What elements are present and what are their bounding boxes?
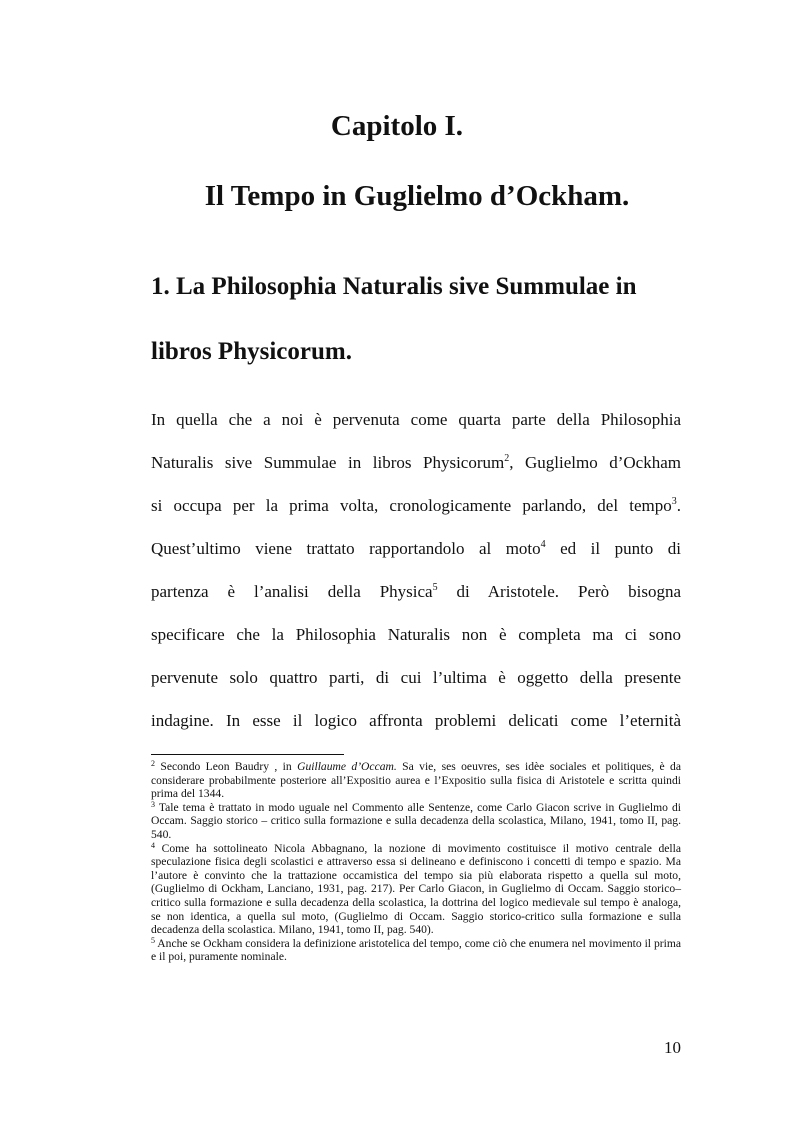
footnote-number: 3 [151, 799, 155, 809]
footnote-3 [151, 801, 681, 842]
section-heading-line-1: 1. La Philosophia Naturalis sive Summulae in [151, 273, 637, 300]
footnote-number: 5 [151, 935, 155, 945]
body-line-2 [151, 453, 681, 473]
footnote-ref-5: 5 [432, 582, 438, 593]
footnote-text: Secondo Leon Baudry , in [155, 760, 298, 773]
footnote-number: 4 [151, 840, 155, 850]
footnote-book-title: Guillaume d’Occam. [297, 760, 397, 773]
page-number: 10 [664, 1038, 681, 1057]
footnote-5 [151, 937, 681, 964]
footnote-ref-3: 3 [671, 496, 677, 507]
footnote-text: Come ha sottolineato Nicola Abbagnano, la nozione di movimento costituisce il motivo centrale della speculazione fisica degli scolastici e attraverso essa si delineano e definiscono i concetti di tempo e spazio. Ma l’autore è convinto che la trattazione occamistica del tempo sia più elaborata rispetto a quella sul moto, (Guglielmo di Ockham, Lanciano, 1931, pag. 217). Per Carlo Giacon, in Guglielmo di Occam. Saggio storico–critico sulla formazione e sulla decadenza della scolastica, la dottrina del logico medievale sul tempo è analoga, se non identica, a quella sul moto, (Guglielmo di Occam. Saggio storico-critico sulla formazione e sulla decadenza della scolastica. Milano, 1941, tomo II, pag. 540). [151, 841, 681, 937]
body-line-3-text-end: . [676, 496, 681, 515]
footnote-text: Anche se Ockham considera la definizione aristotelica del tempo, come ciò che enumera nel movimento il prima e il poi, puramente nominale. [151, 936, 681, 964]
chapter-subtitle: Il Tempo in Guglielmo d’Ockham. [204, 180, 630, 212]
footnote-text: Tale tema è trattato in modo uguale nel Commento alle Sentenze, come Carlo Giacon scrive in Guglielmo di Occam. Saggio storico – critico sulla formazione e sulla decadenza della scolastica, Milano, 1941, tomo II, pag. 540. [151, 800, 681, 841]
section-heading-line-2: libros Physicorum. [151, 338, 352, 365]
body-line-2-text: Naturalis sive Summulae in libros Physicorum [151, 453, 505, 472]
chapter-title: Capitolo I. [330, 110, 464, 142]
body-line-4-text: Quest’ultimo viene trattato rapportandolo al moto [151, 539, 541, 558]
body-line-5-text: partenza è l’analisi della Physica [151, 582, 433, 601]
footnote-4 [151, 842, 681, 937]
footnote-ref-4: 4 [540, 539, 546, 550]
body-line-5-text-end: di Aristotele. Però bisogna [437, 582, 682, 601]
body-line-6: specificare che la Philosophia Naturalis non è completa ma ci sono [151, 625, 681, 644]
body-line-7: pervenute solo quattro parti, di cui l’ultima è oggetto della presente [151, 668, 681, 687]
footnote-text: Sa vie, ses oeuvres, ses idèe sociales et politiques, è da considerare probabilmente posteriore all’Expositio aurea e l’Expositio sulla fisica di Aristotele e scritta quindi prima del 1344. [151, 760, 682, 801]
body-line-5 [151, 582, 681, 602]
body-line-8: indagine. In esse il logico affronta problemi delicati come l’eternità [151, 711, 681, 730]
body-line-4-text-end: ed il punto di [545, 539, 681, 558]
body-line-2-text-end: , Guglielmo d’Ockham [509, 453, 681, 472]
body-line-3-text: si occupa per la prima volta, cronologicamente parlando, del tempo [151, 496, 672, 515]
footnote-ref-2: 2 [504, 453, 510, 464]
footnote-separator [151, 754, 344, 755]
footnote-number: 2 [151, 759, 155, 768]
footnotes [151, 760, 681, 964]
footnote-2 [151, 760, 681, 801]
body-line-1: In quella che a noi è pervenuta come quarta parte della Philosophia [151, 410, 681, 429]
body-line-3 [151, 496, 681, 516]
body-line-4 [151, 539, 681, 559]
